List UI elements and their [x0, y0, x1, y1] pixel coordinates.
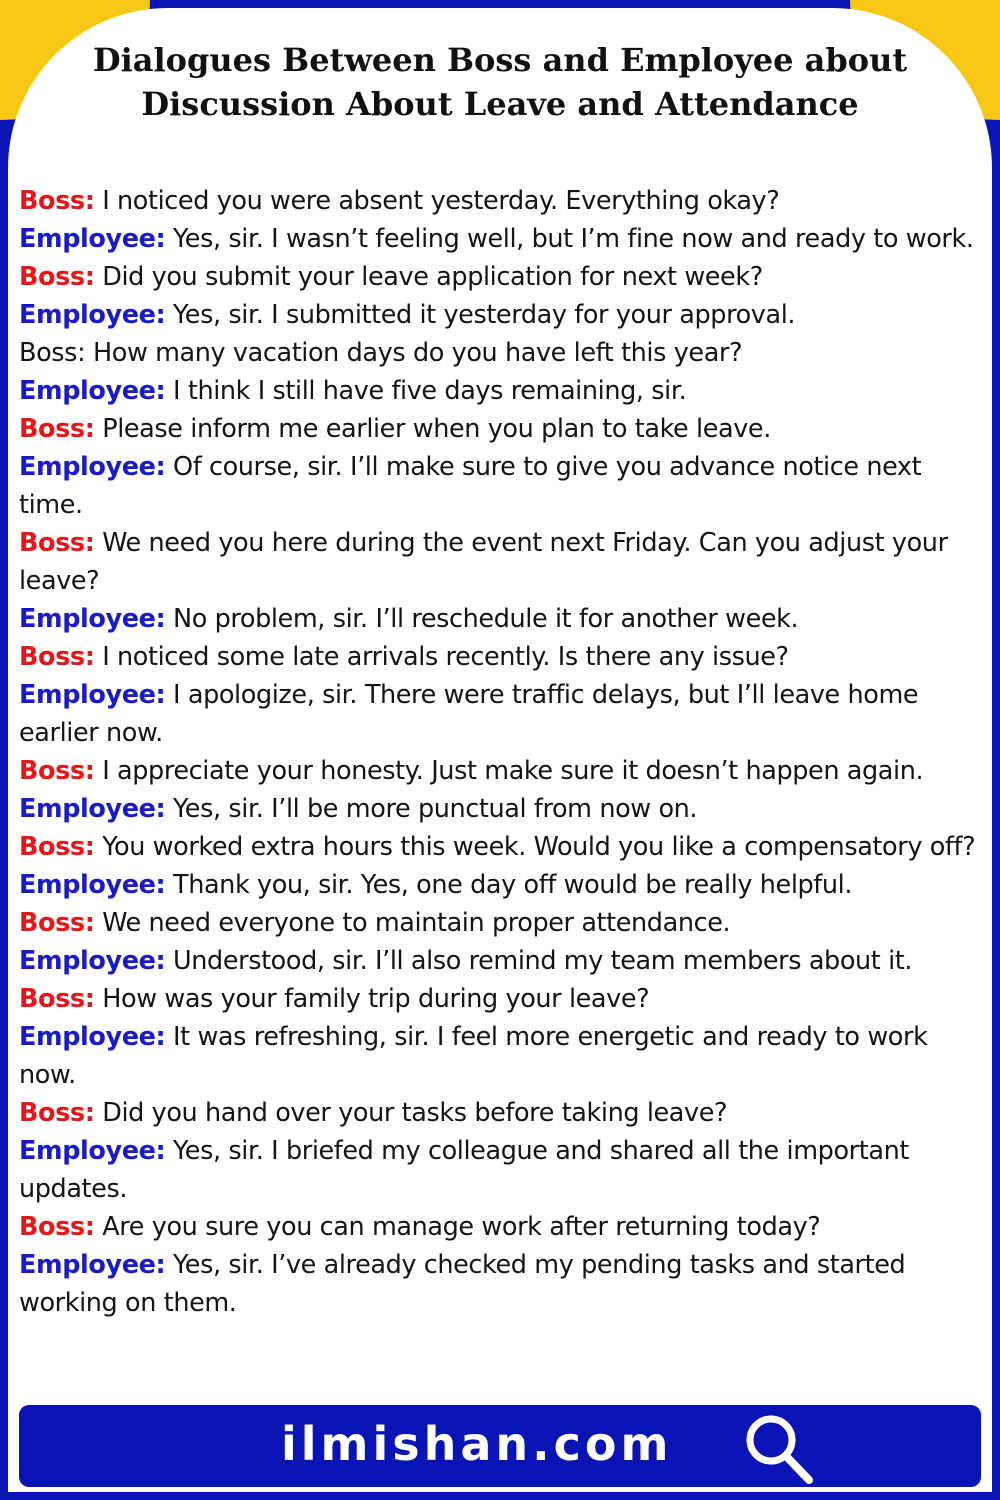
speaker-label-employee: Employee:: [19, 794, 166, 824]
speaker-label-boss: Boss:: [19, 414, 95, 444]
speaker-label-boss: Boss:: [19, 1098, 95, 1128]
speaker-label-boss: Boss:: [19, 832, 95, 862]
speaker-label-employee: Employee:: [19, 870, 166, 900]
dialogue-line: [19, 828, 984, 866]
speaker-label-employee: Employee:: [19, 1022, 166, 1052]
speaker-label-boss: Boss:: [19, 984, 95, 1014]
dialogue-text: I think I still have five days remaining, sir.: [165, 376, 687, 406]
dialogue-line: [19, 638, 984, 676]
dialogue-line: [19, 1132, 984, 1208]
dialogue-text: No problem, sir. I’ll reschedule it for another week.: [165, 604, 799, 634]
dialogue-line: [19, 1208, 984, 1246]
page-title: [0, 38, 1000, 126]
dialogue-line: [19, 372, 984, 410]
dialogue-text: You worked extra hours this week. Would you like a compensatory off?: [94, 832, 976, 862]
dialogue-text: Yes, sir. I’ll be more punctual from now on.: [165, 794, 698, 824]
page-title-line-1: Dialogues Between Boss and Employee about: [92, 41, 908, 79]
dialogue-line: [19, 866, 984, 904]
speaker-label-employee: Employee:: [19, 1250, 166, 1280]
dialogue-line: [19, 600, 984, 638]
speaker-label-employee: Employee:: [19, 224, 166, 254]
dialogue-text: We need everyone to maintain proper attendance.: [94, 908, 731, 938]
dialogue-text: Yes, sir. I’ve already checked my pending tasks and started working on them.: [19, 1250, 906, 1318]
speaker-label-boss: Boss:: [19, 756, 95, 786]
dialogue-line: [19, 752, 984, 790]
dialogue-line: [19, 410, 984, 448]
speaker-label-employee: Employee:: [19, 604, 166, 634]
dialogue-line: [19, 1246, 984, 1322]
dialogue-line: [19, 942, 984, 980]
dialogue-line: [19, 296, 984, 334]
dialogue-line: [19, 1094, 984, 1132]
search-icon: [741, 1410, 817, 1486]
speaker-label-boss: Boss:: [19, 338, 86, 368]
speaker-label-boss: Boss:: [19, 186, 95, 216]
dialogue-text: I appreciate your honesty. Just make sure it doesn’t happen again.: [94, 756, 924, 786]
dialogue-text: It was refreshing, sir. I feel more energetic and ready to work now.: [19, 1022, 928, 1090]
speaker-label-boss: Boss:: [19, 1212, 95, 1242]
speaker-label-employee: Employee:: [19, 376, 166, 406]
dialogue-line: [19, 448, 984, 524]
dialogue-text: I noticed you were absent yesterday. Everything okay?: [94, 186, 780, 216]
speaker-label-employee: Employee:: [19, 946, 166, 976]
dialogue-line: [19, 1018, 984, 1094]
speaker-label-employee: Employee:: [19, 300, 166, 330]
dialogue-text: Yes, sir. I briefed my colleague and shared all the important updates.: [19, 1136, 909, 1204]
dialogue-line: [19, 904, 984, 942]
dialogue-text: I noticed some late arrivals recently. Is there any issue?: [94, 642, 789, 672]
dialogue-text: Did you hand over your tasks before taking leave?: [94, 1098, 728, 1128]
dialogue-text: How was your family trip during your leave?: [94, 984, 650, 1014]
speaker-label-boss: Boss:: [19, 908, 95, 938]
page-title-line-2: Discussion About Leave and Attendance: [141, 85, 859, 123]
dialogue-text: Thank you, sir. Yes, one day off would be really helpful.: [165, 870, 853, 900]
dialogue-text: We need you here during the event next Friday. Can you adjust your leave?: [19, 528, 948, 596]
dialogue-text: Yes, sir. I submitted it yesterday for your approval.: [165, 300, 796, 330]
speaker-label-boss: Boss:: [19, 262, 95, 292]
dialogue-text: Understood, sir. I’ll also remind my team members about it.: [165, 946, 913, 976]
dialogue-line: [19, 258, 984, 296]
footer-banner[interactable]: [19, 1405, 981, 1487]
dialogue-text: Please inform me earlier when you plan to take leave.: [94, 414, 771, 444]
dialogue-list: [19, 182, 984, 1322]
dialogue-line: [19, 980, 984, 1018]
speaker-label-employee: Employee:: [19, 1136, 166, 1166]
speaker-label-boss: Boss:: [19, 528, 95, 558]
dialogue-line: [19, 524, 984, 600]
speaker-label-boss: Boss:: [19, 642, 95, 672]
dialogue-line: [19, 220, 984, 258]
dialogue-text: Of course, sir. I’ll make sure to give you advance notice next time.: [19, 452, 922, 520]
dialogue-line: [19, 676, 984, 752]
speaker-label-employee: Employee:: [19, 452, 166, 482]
dialogue-text: Yes, sir. I wasn’t feeling well, but I’m fine now and ready to work.: [165, 224, 974, 254]
dialogue-text: Did you submit your leave application for next week?: [94, 262, 763, 292]
speaker-label-employee: Employee:: [19, 680, 166, 710]
dialogue-line: [19, 790, 984, 828]
dialogue-text: Are you sure you can manage work after returning today?: [94, 1212, 821, 1242]
dialogue-line: [19, 182, 984, 220]
site-name[interactable]: ilmishan.com: [281, 1417, 673, 1471]
dialogue-line: [19, 334, 984, 372]
dialogue-text: How many vacation days do you have left this year?: [85, 338, 743, 368]
dialogue-text: I apologize, sir. There were traffic delays, but I’ll leave home earlier now.: [19, 680, 919, 748]
